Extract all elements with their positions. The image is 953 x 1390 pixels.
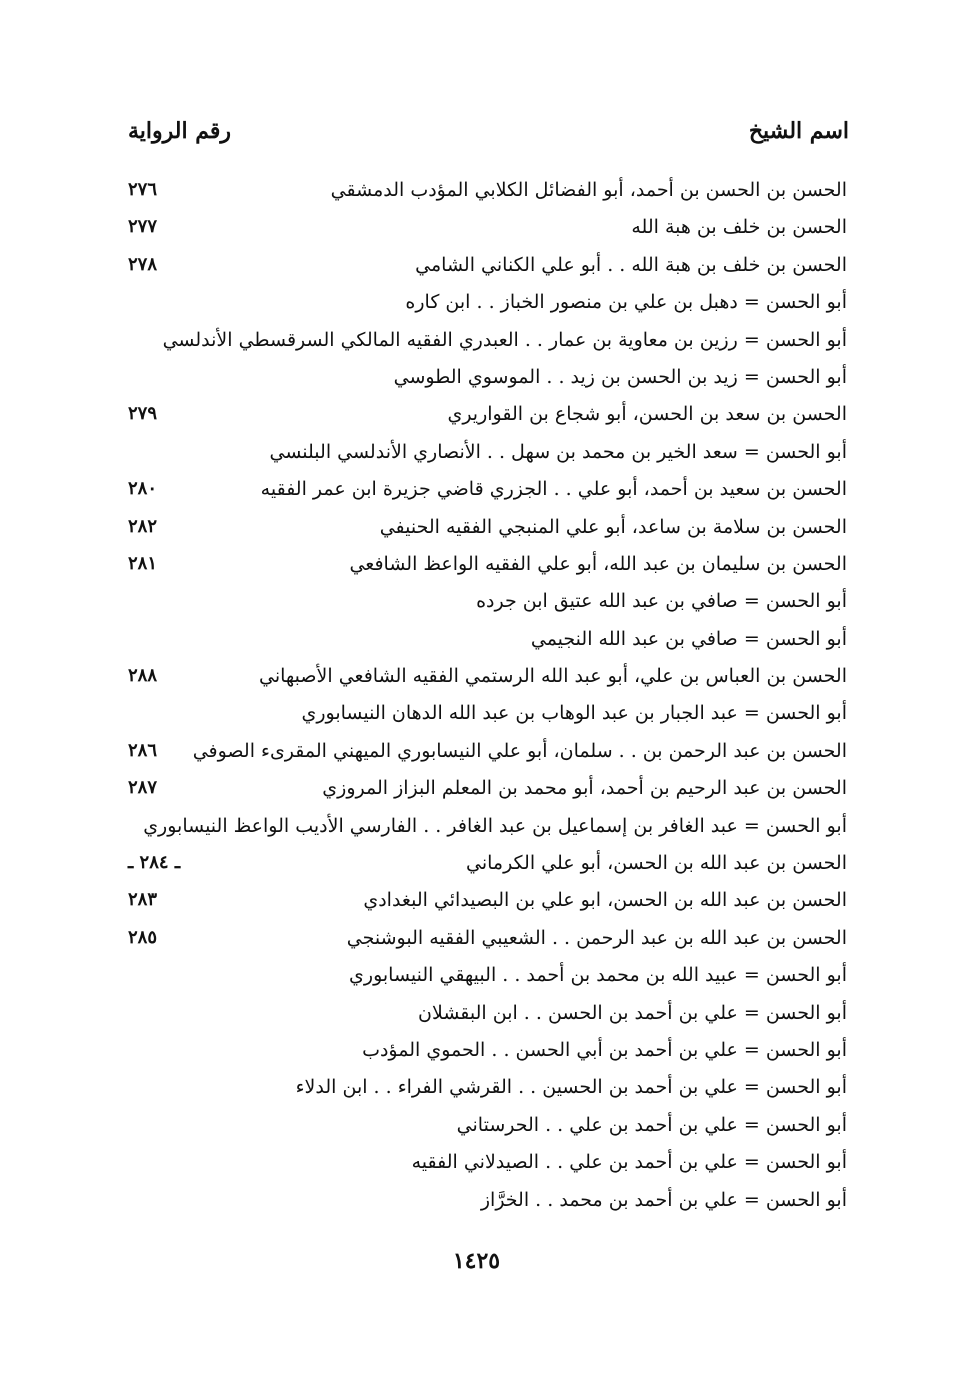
entry-number: ٢٨٦ — [128, 739, 158, 761]
entry-row — [0, 661, 953, 698]
entry-name: أبو الحسن = زيد بن الحسن بن زيد . . الموسوي الطوسي — [393, 365, 847, 388]
entry-number: ٢٨٣ — [128, 889, 158, 911]
entry-row — [0, 811, 953, 848]
entry-row — [0, 698, 953, 735]
entry-row — [0, 325, 953, 362]
entry-row — [0, 848, 953, 885]
entry-name: أبو الحسن = دهبل بن علي بن منصور الخباز . . ابن كاره — [405, 291, 847, 314]
entry-row — [0, 1110, 953, 1147]
entry-row — [0, 437, 953, 474]
entry-name: الحسن بن سعد بن الحسن، أبو شجاع بن القواريري — [447, 403, 847, 426]
entry-name: أبو الحسن = علي بن أحمد بن علي . . الحرستاني — [456, 1113, 847, 1136]
entry-row — [0, 624, 953, 661]
entry-name: أبو الحسن = علي بن أحمد بن علي . . الصيدلاني الفقيه — [411, 1151, 847, 1174]
entry-name: أبو الحسن = صافي بن عبد الله النجيمي — [530, 627, 847, 650]
page-number: ١٤٢٥ — [452, 1248, 501, 1274]
entry-row — [0, 960, 953, 997]
entry-name: الحسن بن عبد الرحمن بن . . سلمان، أبو علي النيسابوري الميهني المقرىء الصوفي — [192, 739, 847, 762]
entry-name: الحسن بن خلف بن هبة الله . . أبو علي الكناني الشامي — [415, 253, 847, 276]
entry-row — [0, 736, 953, 773]
entry-name: أبو الحسن = علي بن أحمد بن الحسين . . القرشي الفراء . . ابن الدلاء — [295, 1076, 847, 1099]
entry-row — [0, 362, 953, 399]
number-column-heading: رقم الرواية — [128, 118, 232, 144]
entry-name: الحسن بن عبد الله بن الحسن، ابو علي بن البصيدائي البغدادي — [363, 889, 847, 912]
entry-row — [0, 250, 953, 287]
entry-name: أبو الحسن = صافي بن عبد الله عتيق ابن جرده — [476, 590, 847, 613]
entry-row — [0, 399, 953, 436]
entry-name: الحسن بن سليمان بن عبد الله، أبو علي الفقيه الواعظ الشافعي — [349, 552, 847, 575]
entry-number: ٢٨٢ — [128, 515, 158, 537]
entry-number: ٢٧٦ — [128, 179, 158, 200]
entry-row — [0, 287, 953, 324]
entry-number: ٢٨٥ — [128, 926, 158, 948]
entry-row — [0, 212, 953, 249]
entry-number: ٢٧٧ — [128, 216, 158, 238]
entry-row — [0, 175, 953, 212]
entry-name: الحسن بن الحسن بن أحمد، أبو الفضائل الكلابي المؤدب الدمشقي — [330, 179, 847, 201]
entry-name: أبو الحسن = عبد الغافر بن إسماعيل بن عبد الغافر . . الفارسي الأديب الواعظ النيسابوري — [143, 814, 847, 837]
entry-row — [0, 1072, 953, 1109]
entry-name: الحسن بن عبد الرحيم بن أحمد، أبو محمد بن المعلم البزاز المروزي — [322, 777, 847, 800]
entry-name: الحسن بن العباس بن علي، أبو عبد الله الرستمي الفقيه الشافعي الأصبهاني — [259, 665, 847, 688]
entry-name: أبو الحسن = علي بن أحمد بن محمد . . الخرَّاز — [480, 1188, 847, 1211]
entry-name: الحسن بن عبد الله بن عبد الرحمن . . الشعيبي الفقيه البوشنجي — [346, 926, 847, 949]
entry-row — [0, 1147, 953, 1184]
entry-row — [0, 923, 953, 960]
entry-number: ٢٧٩ — [128, 403, 158, 425]
entry-name: أبو الحسن = علي بن أحمد بن الحسن . . ابن البقشلان — [418, 1001, 847, 1024]
name-column-heading: اسم الشيخ — [748, 118, 849, 144]
entry-name: الحسن بن خلف بن هبة الله — [631, 216, 847, 239]
entry-number: ٢٨٧ — [128, 777, 158, 799]
entry-name: أبو الحسن = علي بن أحمد بن أبي الحسن . . الحموي المؤدب — [362, 1038, 847, 1061]
entry-number: ـ ٢٨٤ ـ — [128, 852, 181, 874]
entry-row — [0, 773, 953, 810]
entry-number: ٢٨٠ — [128, 478, 158, 500]
entries-list — [0, 175, 953, 1222]
entry-name: أبو الحسن = سعد الخير بن محمد بن سهل . . الأنصاري الأندلسي البلنسي — [269, 440, 847, 463]
entry-number: ٢٨١ — [128, 552, 158, 574]
entry-row — [0, 1185, 953, 1222]
entry-name: الحسن بن سعيد بن أحمد، أبو علي . . الجزري قاضي جزيرة ابن عمر الفقيه — [260, 478, 847, 501]
entry-number: ٢٨٨ — [128, 665, 158, 687]
entry-row — [0, 586, 953, 623]
entry-name: أبو الحسن = رزين بن معاوية بن عمار . . العبدري الفقيه المالكي السرقسطي الأندلسي — [162, 328, 847, 351]
entry-row — [0, 549, 953, 586]
column-header — [0, 118, 953, 158]
entry-row — [0, 1035, 953, 1072]
entry-row — [0, 885, 953, 922]
entry-name: الحسن بن عبد الله بن الحسن، أبو علي الكرماني — [465, 852, 847, 875]
entry-row — [0, 998, 953, 1035]
entry-name: أبو الحسن = عبد الجبار بن عبد الوهاب بن عبد الله الدهان النيسابوري — [301, 702, 847, 725]
entry-name: أبو الحسن = عبيد الله بن محمد بن أحمد . . البيهقي النيسابوري — [349, 964, 847, 987]
entry-row — [0, 474, 953, 511]
entry-number: ٢٧٨ — [128, 253, 158, 275]
entry-row — [0, 512, 953, 549]
entry-name: الحسن بن سلامة بن ساعد، أبو علي المنبجي الفقيه الحنيفي — [379, 515, 847, 538]
